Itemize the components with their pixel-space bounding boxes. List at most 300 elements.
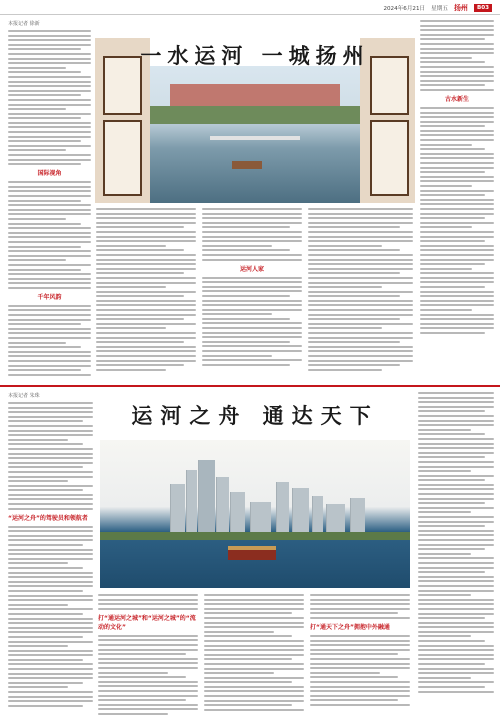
- body-text-line: [204, 658, 292, 660]
- body-text-line: [308, 291, 413, 293]
- bottom-subhead-2: 打“通运河之城”和“运河之城”的“流动的文化”: [98, 614, 196, 631]
- body-text-line: [420, 300, 494, 302]
- body-text-line: [8, 159, 91, 161]
- body-text-line: [418, 599, 494, 601]
- body-text-line: [202, 222, 302, 224]
- body-text-line: [202, 226, 290, 228]
- body-text-line: [96, 286, 166, 288]
- body-text-line: [8, 278, 91, 280]
- body-text-line: [8, 44, 91, 46]
- body-text-line: [420, 263, 485, 265]
- body-text-line: [202, 231, 302, 233]
- body-text-line: [420, 112, 494, 114]
- body-text-line: [202, 313, 272, 315]
- body-text-line: [202, 341, 290, 343]
- body-text-line: [418, 479, 485, 481]
- body-text-line: [8, 457, 93, 459]
- body-text-line: [204, 635, 292, 637]
- body-text-line: [202, 236, 302, 238]
- body-text-line: [8, 122, 91, 124]
- body-text-line: [202, 309, 302, 311]
- body-text-line: [308, 327, 382, 329]
- body-text-line: [8, 332, 91, 334]
- body-text-line: [8, 218, 66, 220]
- body-text-line: [98, 695, 198, 697]
- body-text-line: [418, 502, 485, 504]
- bottom-subhead-3: 打“通天下之舟”拥抱中外融通: [310, 623, 390, 631]
- body-text-line: [418, 603, 494, 605]
- body-text-line: [98, 667, 198, 669]
- body-text-line: [204, 681, 292, 683]
- body-text-line: [308, 318, 400, 320]
- body-text-line: [420, 323, 494, 325]
- body-text-line: [420, 190, 494, 192]
- body-text-line: [420, 281, 494, 283]
- bottom-feature-photo: [100, 440, 410, 588]
- body-text-line: [420, 254, 494, 256]
- body-text-line: [418, 498, 494, 500]
- body-text-line: [8, 407, 93, 409]
- body-text-line: [8, 425, 93, 427]
- body-text-line: [418, 567, 494, 569]
- body-text-line: [310, 704, 410, 706]
- body-text-line: [8, 663, 93, 665]
- body-text-line: [8, 691, 93, 693]
- body-text-line: [420, 318, 494, 320]
- body-text-line: [418, 507, 494, 509]
- body-text-line: [8, 485, 93, 487]
- body-text-line: [420, 286, 485, 288]
- body-text-line: [204, 704, 292, 706]
- body-text-line: [418, 548, 485, 550]
- body-text-line: [8, 81, 91, 83]
- body-text-line: [420, 314, 494, 316]
- body-text-line: [202, 217, 302, 219]
- body-text-line: [8, 599, 93, 601]
- body-text-line: [8, 305, 91, 307]
- body-text-line: [8, 246, 81, 248]
- body-text-line: [8, 503, 93, 505]
- body-text-line: [418, 420, 494, 422]
- body-text-line: [418, 576, 494, 578]
- body-text-line: [96, 355, 196, 357]
- body-text-line: [310, 653, 398, 655]
- body-text-line: [96, 282, 196, 284]
- body-text-line: [420, 171, 485, 173]
- body-text-line: [8, 236, 91, 238]
- body-text-line: [308, 346, 413, 348]
- body-text-line: [204, 668, 304, 670]
- body-text-line: [308, 208, 413, 210]
- body-text-line: [96, 254, 196, 256]
- body-text-line: [420, 199, 494, 201]
- body-text-line: [420, 167, 494, 169]
- body-text-line: [418, 613, 494, 615]
- body-text-line: [308, 286, 382, 288]
- body-text-line: [204, 622, 304, 624]
- body-text-line: [8, 572, 93, 574]
- body-text-line: [96, 346, 196, 348]
- canal-scene: [150, 66, 360, 203]
- body-text-line: [420, 38, 485, 40]
- top-right-column: [420, 20, 494, 382]
- body-text-line: [204, 654, 304, 656]
- body-text-line: [204, 626, 304, 628]
- river-bank: [100, 532, 410, 540]
- body-text-line: [8, 585, 93, 587]
- body-text-line: [98, 713, 168, 715]
- body-text-line: [96, 272, 184, 274]
- body-text-line: [8, 232, 91, 234]
- body-text-line: [308, 263, 413, 265]
- body-text-line: [8, 190, 91, 192]
- body-text-line: [418, 626, 494, 628]
- body-text-line: [420, 71, 494, 73]
- body-text-line: [8, 273, 91, 275]
- body-text-line: [204, 663, 304, 665]
- body-text-line: [308, 350, 413, 352]
- body-text-line: [418, 516, 494, 518]
- body-text-line: [420, 222, 494, 224]
- body-text-line: [202, 254, 302, 256]
- body-text-line: [202, 322, 302, 324]
- body-text-line: [308, 341, 400, 343]
- body-text-line: [8, 337, 91, 339]
- body-text-line: [202, 277, 302, 279]
- body-text-line: [420, 139, 494, 141]
- body-text-line: [204, 700, 304, 702]
- body-text-line: [310, 667, 410, 669]
- body-text-line: [8, 434, 93, 436]
- body-text-line: [418, 534, 494, 536]
- body-text-line: [8, 35, 91, 37]
- body-text-line: [418, 452, 494, 454]
- body-text-line: [204, 695, 304, 697]
- body-text-line: [308, 226, 400, 228]
- top-left-column: [8, 20, 91, 382]
- body-text-line: [420, 180, 494, 182]
- body-text-line: [8, 108, 66, 110]
- body-text-line: [202, 355, 272, 357]
- body-text-line: [8, 686, 68, 688]
- body-text-line: [204, 594, 304, 596]
- canal-boat: [228, 546, 276, 560]
- body-text-line: [8, 255, 91, 257]
- body-text-line: [420, 57, 472, 59]
- body-text-line: [8, 595, 93, 597]
- body-text-line: [8, 250, 91, 252]
- body-text-line: [308, 360, 413, 362]
- body-text-line: [308, 272, 400, 274]
- body-text-line: [8, 668, 93, 670]
- body-text-line: [204, 649, 304, 651]
- bottom-subhead-1: “运河之舟”的驾驶员和领航者: [8, 514, 88, 522]
- body-text-line: [8, 287, 91, 289]
- body-text-line: [310, 690, 410, 692]
- body-text-line: [98, 649, 198, 651]
- body-text-line: [8, 622, 93, 624]
- body-text-line: [98, 658, 198, 660]
- body-text-line: [310, 676, 398, 678]
- body-text-line: [420, 240, 485, 242]
- city-skyline: [100, 457, 410, 532]
- body-text-line: [418, 557, 494, 559]
- body-text-line: [8, 319, 91, 321]
- body-text-line: [418, 511, 471, 513]
- body-text-line: [8, 131, 91, 133]
- body-text-line: [8, 590, 83, 592]
- body-text-line: [8, 682, 83, 684]
- body-text-line: [8, 604, 68, 606]
- body-text-line: [8, 213, 91, 215]
- body-text-line: [202, 245, 272, 247]
- body-text-line: [8, 466, 83, 468]
- body-text-line: [418, 640, 485, 642]
- body-text-line: [8, 627, 93, 629]
- body-text-line: [420, 43, 494, 45]
- body-text-line: [420, 213, 494, 215]
- body-text-line: [420, 34, 494, 36]
- body-text-line: [308, 268, 413, 270]
- body-text-line: [8, 195, 91, 197]
- body-text-line: [420, 121, 494, 123]
- body-text-line: [96, 314, 196, 316]
- body-text-line: [420, 153, 494, 155]
- body-text-line: [8, 530, 93, 532]
- bottom-mid-col-3: [310, 594, 410, 718]
- body-text-line: [204, 645, 304, 647]
- body-text-line: [202, 327, 302, 329]
- body-text-line: [310, 686, 410, 688]
- body-text-line: [8, 39, 91, 41]
- body-text-line: [310, 699, 398, 701]
- body-text-line: [8, 462, 93, 464]
- body-text-line: [8, 53, 91, 55]
- body-text-line: [8, 476, 93, 478]
- body-text-line: [8, 374, 91, 376]
- body-text-line: [418, 677, 471, 679]
- body-text-line: [310, 663, 410, 665]
- body-text-line: [8, 62, 91, 64]
- body-text-line: [8, 58, 91, 60]
- body-text-line: [98, 662, 198, 664]
- section-divider: [0, 385, 500, 387]
- body-text-line: [96, 245, 166, 247]
- body-text-line: [418, 617, 485, 619]
- body-text-line: [308, 259, 413, 261]
- body-text-line: [202, 304, 302, 306]
- body-text-line: [420, 249, 494, 251]
- newspaper-logo: 扬州: [453, 3, 468, 12]
- body-text-line: [8, 567, 83, 569]
- body-text-line: [8, 360, 91, 362]
- body-text-line: [418, 397, 494, 399]
- body-text-line: [418, 475, 494, 477]
- body-text-line: [8, 416, 93, 418]
- body-text-line: [308, 277, 413, 279]
- body-text-line: [8, 351, 91, 353]
- body-text-line: [420, 80, 494, 82]
- body-text-line: [96, 249, 184, 251]
- body-text-line: [418, 658, 494, 660]
- body-text-line: [418, 539, 494, 541]
- top-mid-col-1: [96, 208, 196, 383]
- body-text-line: [96, 364, 184, 366]
- body-text-line: [418, 429, 471, 431]
- body-text-line: [8, 163, 81, 165]
- body-text-line: [418, 406, 494, 408]
- body-text-line: [96, 277, 196, 279]
- body-text-line: [420, 107, 494, 109]
- body-text-line: [8, 227, 91, 229]
- body-text-line: [98, 708, 198, 710]
- body-text-line: [202, 249, 290, 251]
- body-text-line: [8, 309, 91, 311]
- body-text-line: [420, 157, 494, 159]
- body-text-line: [420, 291, 494, 293]
- body-text-line: [8, 259, 66, 261]
- body-text-line: [98, 635, 198, 637]
- body-text-line: [308, 300, 413, 302]
- body-text-line: [418, 562, 494, 564]
- body-text-line: [8, 323, 81, 325]
- body-text-line: [418, 571, 485, 573]
- body-text-line: [8, 181, 91, 183]
- body-text-line: [308, 222, 413, 224]
- body-text-line: [96, 213, 196, 215]
- body-text-line: [98, 639, 198, 641]
- body-text-line: [420, 84, 485, 86]
- body-text-line: [202, 336, 302, 338]
- body-text-line: [418, 401, 494, 403]
- bottom-author: 本报记者 朱珠: [8, 393, 40, 399]
- body-text-line: [8, 85, 91, 87]
- body-text-line: [8, 355, 91, 357]
- body-text-line: [420, 208, 494, 210]
- body-text-line: [202, 259, 302, 261]
- body-text-line: [8, 402, 93, 404]
- body-text-line: [98, 704, 198, 706]
- body-text-line: [308, 254, 413, 256]
- body-text-line: [420, 134, 494, 136]
- body-text-line: [98, 653, 186, 655]
- body-text-line: [8, 76, 91, 78]
- body-text-line: [418, 493, 494, 495]
- body-text-line: [8, 314, 91, 316]
- body-text-line: [8, 659, 83, 661]
- body-text-line: [204, 672, 274, 674]
- body-text-line: [420, 116, 494, 118]
- body-text-line: [96, 291, 196, 293]
- bottom-mid-col-1: [98, 594, 198, 718]
- body-text-line: [202, 286, 302, 288]
- body-text-line: [420, 245, 494, 247]
- body-text-line: [8, 30, 91, 32]
- body-text-line: [202, 345, 302, 347]
- body-text-line: [420, 259, 494, 261]
- body-text-line: [96, 236, 196, 238]
- body-text-line: [418, 438, 494, 440]
- body-text-line: [8, 641, 93, 643]
- bottom-right-column: [418, 392, 494, 717]
- body-text-line: [204, 686, 304, 688]
- body-text-line: [204, 677, 304, 679]
- body-text-line: [8, 145, 91, 147]
- body-text-line: [8, 342, 66, 344]
- body-text-line: [308, 249, 400, 251]
- body-text-line: [420, 185, 472, 187]
- body-text-line: [8, 439, 68, 441]
- body-text-line: [8, 448, 93, 450]
- top-mid-col-2: [202, 208, 302, 383]
- body-text-line: [8, 154, 91, 156]
- body-text-line: [418, 580, 494, 582]
- body-text-line: [308, 282, 413, 284]
- body-text-line: [8, 209, 91, 211]
- body-text-line: [418, 415, 494, 417]
- body-text-line: [420, 52, 494, 54]
- top-mid-col-3: [308, 208, 413, 383]
- body-text-line: [310, 612, 398, 614]
- body-text-line: [418, 392, 494, 394]
- body-text-line: [310, 649, 410, 651]
- body-text-line: [8, 149, 66, 151]
- body-text-line: [308, 304, 413, 306]
- body-text-line: [8, 618, 93, 620]
- body-text-line: [418, 424, 494, 426]
- body-text-line: [418, 410, 485, 412]
- body-text-line: [420, 89, 494, 91]
- body-text-line: [8, 558, 93, 560]
- body-text-line: [96, 268, 196, 270]
- top-subhead-2: 千年风韵: [37, 293, 62, 301]
- body-text-line: [310, 599, 410, 601]
- body-text-line: [98, 685, 198, 687]
- body-text-line: [308, 245, 382, 247]
- body-text-line: [8, 508, 93, 510]
- body-text-line: [418, 433, 485, 435]
- body-text-line: [418, 544, 494, 546]
- body-text-line: [8, 650, 93, 652]
- body-text-line: [310, 594, 410, 596]
- body-text-line: [418, 461, 494, 463]
- body-text-line: [8, 471, 93, 473]
- body-text-line: [96, 217, 196, 219]
- body-text-line: [8, 636, 83, 638]
- body-text-line: [8, 411, 93, 413]
- page-number: B03: [474, 4, 492, 12]
- body-text-line: [310, 608, 410, 610]
- body-text-line: [98, 690, 198, 692]
- body-text-line: [8, 71, 81, 73]
- page-header: [0, 0, 500, 15]
- body-text-line: [96, 259, 196, 261]
- body-text-line: [8, 200, 81, 202]
- body-text-line: [418, 590, 494, 592]
- body-text-line: [8, 443, 83, 445]
- body-text-line: [204, 640, 304, 642]
- body-text-line: [8, 136, 91, 138]
- body-text-line: [420, 125, 485, 127]
- body-text-line: [8, 328, 91, 330]
- body-text-line: [8, 282, 91, 284]
- body-text-line: [8, 223, 81, 225]
- body-text-line: [420, 327, 494, 329]
- body-text-line: [8, 48, 81, 50]
- body-text-line: [308, 369, 382, 371]
- body-text-line: [202, 318, 290, 320]
- body-text-line: [96, 222, 196, 224]
